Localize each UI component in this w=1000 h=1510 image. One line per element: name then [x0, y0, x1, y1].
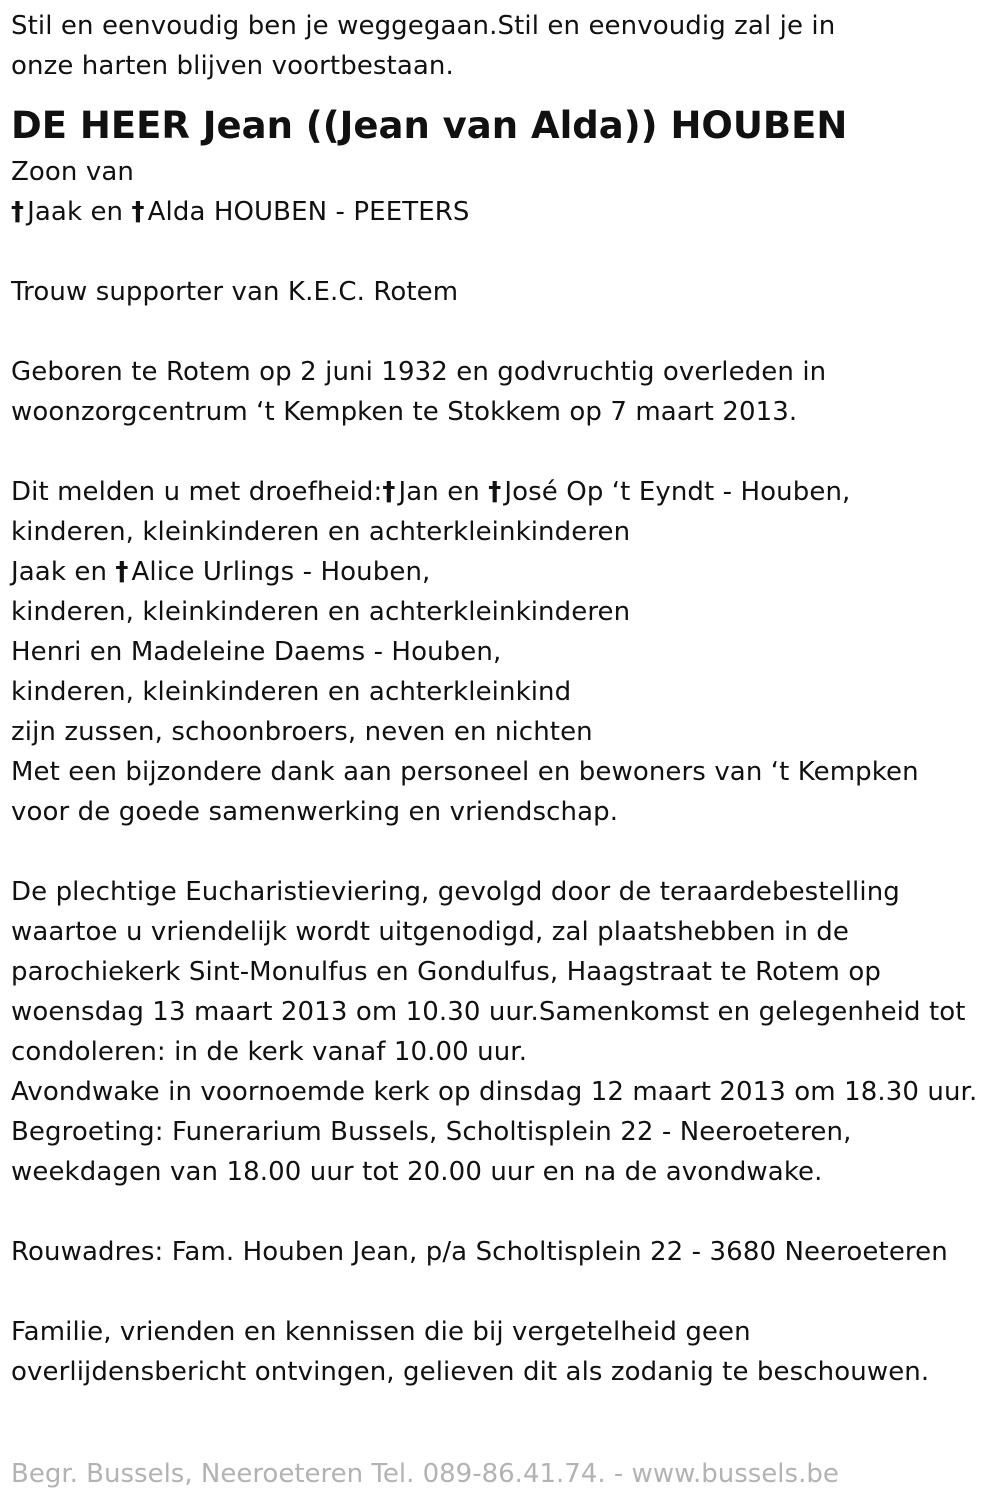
mother-name: Alda HOUBEN - PEETERS [147, 197, 470, 227]
cross-icon: † [115, 557, 129, 587]
ceremony-line-8: weekdagen van 18.00 uur tot 20.00 uur en na de avondwake. [11, 1157, 823, 1187]
supporter-text: Trouw supporter van K.E.C. Rotem [11, 277, 459, 307]
closing-line-2: overlijdensbericht ontvingen, gelieven dit als zodanig te beschouwen. [11, 1357, 930, 1387]
family-name-jaak: Jaak en [11, 557, 108, 587]
ceremony-line-4: woensdag 13 maart 2013 om 10.30 uur.Samenkomst en gelegenheid tot [11, 997, 966, 1027]
family-name-jan: Jan en [398, 477, 480, 507]
cross-icon: † [488, 477, 502, 507]
family-name-alice: Alice Urlings - Houben, [131, 557, 431, 587]
ceremony-line-1: De plechtige Eucharistieviering, gevolgd door de teraardebestelling [11, 877, 900, 907]
family-line-3 [11, 552, 991, 592]
deceased-name-title: DE HEER Jean ((Jean van Alda)) HOUBEN [11, 104, 848, 147]
family-line-4: kinderen, kleinkinderen en achterkleinkinderen [11, 597, 631, 627]
cross-icon: † [11, 197, 25, 227]
parents-line [11, 192, 991, 232]
ceremony-line-7: Begroeting: Funerarium Bussels, Scholtisplein 22 - Neeroeteren, [11, 1117, 852, 1147]
family-name-jose: José Op ‘t Eyndt - Houben, [504, 477, 851, 507]
family-line-5: Henri en Madeleine Daems - Houben, [11, 637, 502, 667]
family-line-8: Met een bijzondere dank aan personeel en bewoners van ‘t Kempken [11, 757, 919, 787]
ceremony-line-5: condoleren: in de kerk vanaf 10.00 uur. [11, 1037, 528, 1067]
birth-death-line-2: woonzorgcentrum ‘t Kempken te Stokkem op 7 maart 2013. [11, 397, 798, 427]
family-line-7: zijn zussen, schoonbroers, neven en nichten [11, 717, 593, 747]
family-line-2: kinderen, kleinkinderen en achterkleinkinderen [11, 517, 631, 547]
ceremony-line-2: waartoe u vriendelijk wordt uitgenodigd, zal plaatshebben in de [11, 917, 849, 947]
father-name: Jaak en [27, 197, 124, 227]
intro-line-2: onze harten blijven voortbestaan. [11, 51, 454, 81]
mourning-address: Rouwadres: Fam. Houben Jean, p/a Scholtisplein 22 - 3680 Neeroeteren [11, 1237, 948, 1267]
parents-label: Zoon van [11, 157, 134, 187]
closing-line-1: Familie, vrienden en kennissen die bij vergetelheid geen [11, 1317, 751, 1347]
family-line-6: kinderen, kleinkinderen en achterkleinkind [11, 677, 572, 707]
family-line-9: voor de goede samenwerking en vriendschap. [11, 797, 619, 827]
ceremony-line-6: Avondwake in voornoemde kerk op dinsdag 12 maart 2013 om 18.30 uur. [11, 1077, 978, 1107]
family-line-1 [11, 472, 991, 512]
intro-line-1: Stil en eenvoudig ben je weggegaan.Stil en eenvoudig zal je in [11, 11, 836, 41]
footer-credit: Begr. Bussels, Neeroeteren Tel. 089-86.41.74. - www.bussels.be [11, 1459, 839, 1489]
cross-icon: † [131, 197, 145, 227]
family-intro: Dit melden u met droefheid: [11, 477, 383, 507]
death-notice [11, 6, 991, 1392]
cross-icon: † [382, 477, 396, 507]
birth-death-line-1: Geboren te Rotem op 2 juni 1932 en godvruchtig overleden in [11, 357, 827, 387]
ceremony-line-3: parochiekerk Sint-Monulfus en Gondulfus, Haagstraat te Rotem op [11, 957, 881, 987]
